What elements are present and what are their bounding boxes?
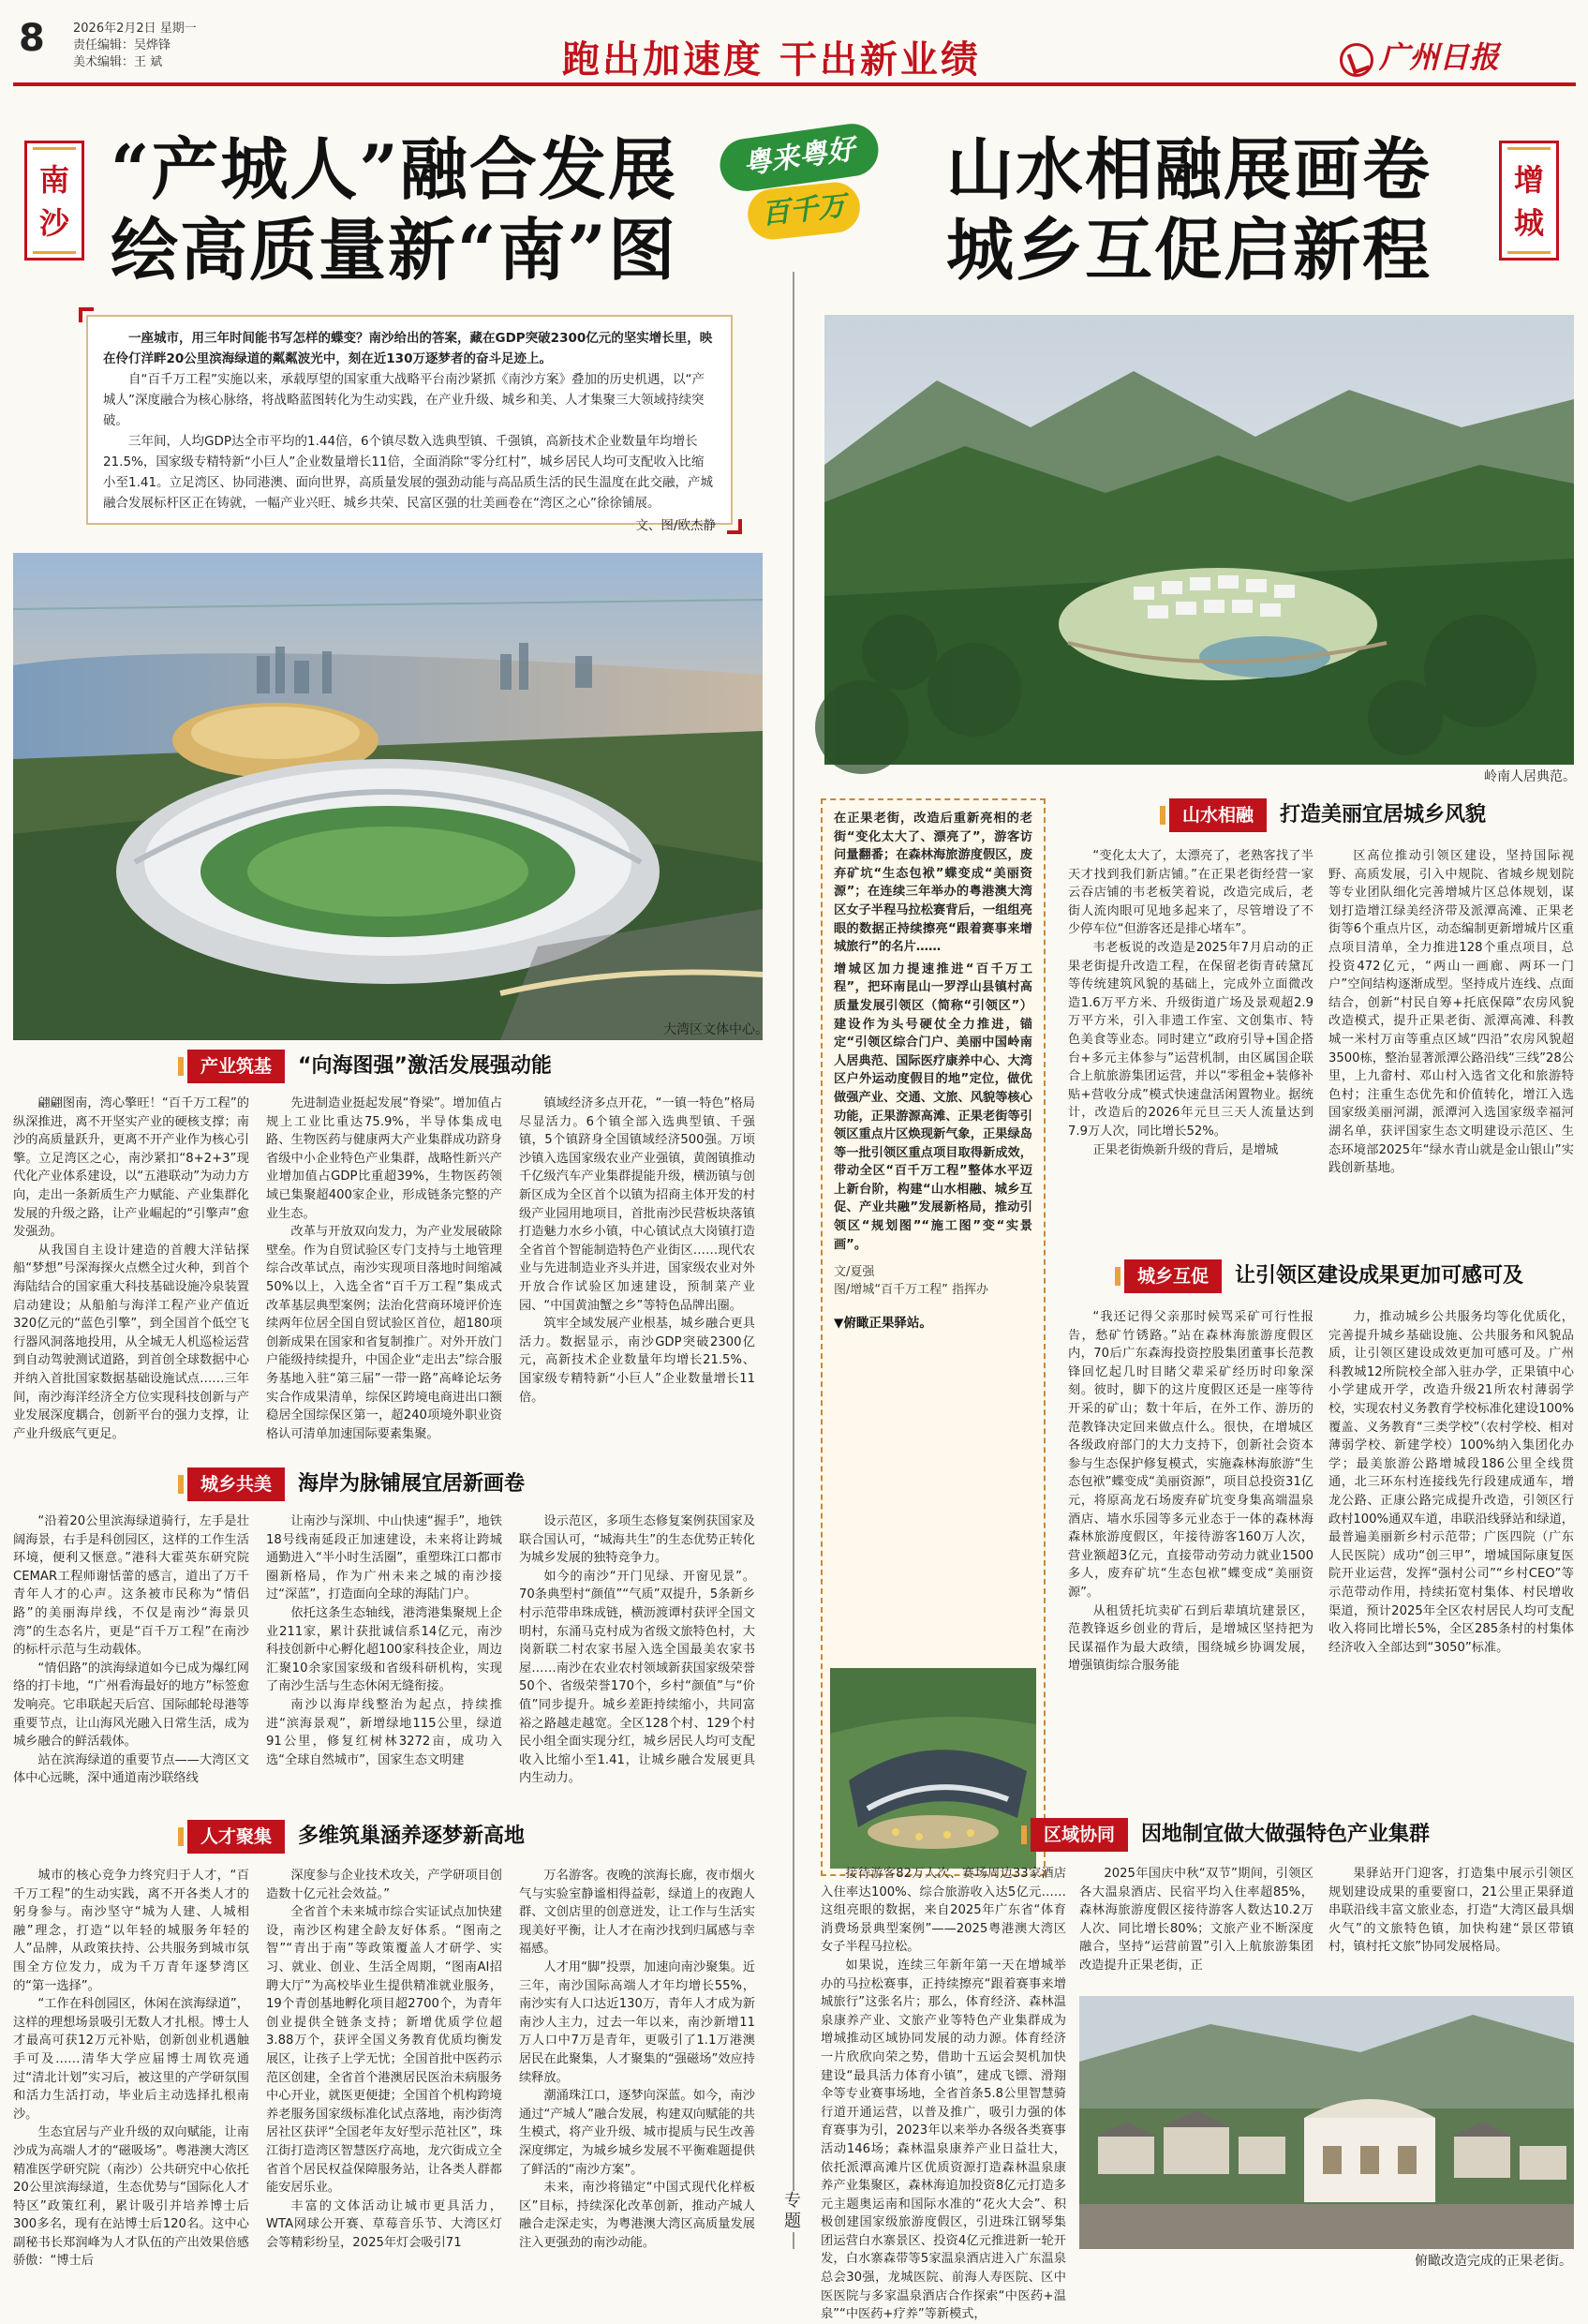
left-section-3-tag: 人才聚集	[187, 1820, 285, 1854]
left-s2-c1-text-para-2: “情侣路”的滨海绿道如今已成为爆红网络的打卡地，“广州看海最好的地方”标签愈发响亮。它串联起天后宫、国际邮轮母港等重要节点，让山海风光融入日常生活，成为城乡融合的鲜活载体。	[13, 1661, 249, 1750]
left-s1-c3-text-para-2: 筑牢全域发展产业根基，城乡融合更具活力。数据显示，南沙GDP突破2300亿元，高新技术企业数量年均增长21.5%、国家级专精特新“小巨人”企业数量增长11倍。	[519, 1317, 755, 1405]
left-headline-line1: “产城人”融合发展	[111, 129, 677, 209]
header-meta	[73, 21, 197, 71]
divider-label: 专题	[779, 2191, 806, 2232]
left-section-2-col-1	[13, 1512, 249, 1794]
intro-credit: 文、图/欧杰静	[635, 518, 716, 533]
left-s3-c1-text-para-3: 生态宜居与产业升级的双向赋能，让南沙成为高端人才的“磁吸场”。粤港澳大湾区精准医学研究院（南沙）公共研究中心依托20公里滨海绿道，生态优势与“国际化人才特区”政策红利，累计吸引并培养博士后300多名，现有在站博士后120名。这中心副秘书长郑润峰为人才队伍的产出效果倍感骄傲：“博士后	[13, 2125, 249, 2269]
right-section-2-head	[1124, 1259, 1523, 1293]
header-slogan: 跑出加速度 干出新业绩	[562, 38, 981, 82]
right-section-2-title: 让引领区建设成果更加可感可及	[1235, 1264, 1524, 1288]
right-s2-c1-text-para-2: 从租赁托坑卖矿石到后辈填坑建景区，范教锋返乡创业的背后，是增城区坚持把为民谋福作为最大政绩，围绕城乡协调发展，增强镇街综合服务能	[1068, 1603, 1313, 1674]
column-divider	[793, 272, 794, 2249]
left-s3-c3-text: 万名游客。夜晚的滨海长廊，夜市烟火气与实验室静谧相得益彰，绿道上的夜跑人群、文创店里的创意迸发，让工作与生活实现美好平衡，让人才在南沙找到归属感与幸福感。	[519, 1869, 755, 1957]
sidebar-credit-text: 文/夏强	[834, 1265, 875, 1280]
left-section-1-head	[187, 1050, 552, 1083]
intro-corner-br	[727, 519, 742, 534]
left-section-2-tag: 城乡共美	[187, 1467, 285, 1501]
logo-text: 广州日报	[1379, 39, 1500, 75]
right-region-tag	[1499, 141, 1559, 261]
sidebar-photo-caption: ▼俯瞰正果驿站。	[834, 1316, 932, 1332]
left-s2-c1-text: “沿着20公里滨海绿道骑行，左手是壮阔海景，右手是科创园区，这样的工作生活环境，便利又惬意。”港科大霍英东研究院CEMAR工程师谢恬蕾的感言，道出了万千青年人才的心声。这条被市民称为“情侣路”的美丽海岸线，不仅是南沙“海景贝湾”的生态名片，更是“百千万工程”在南沙的标杆示范与生动载体。	[13, 1514, 249, 1658]
right-section-3-col-1	[821, 1865, 1066, 2322]
sidebar-lead-2: 增城区加力提速推进“百千万工程”，把环南昆山一罗浮山县镇村高质量发展引领区（简称“引领区”）建设作为头号硬仗全力推进，锚定“引领区综合门户、美丽中国岭南人居典范、国际医疗康养中心、大湾区户外运动度假目的地”定位，做优做强产业、交通、文旅、风貌等核心功能，正果游源高滩、正果老街等引领区重点片区焕现新气象，正果绿岛等一批引领区重点项目取得新成效，带动全区“百千万工程”整体水平迈上新台阶，构建“山水相融、城乡互促、产业共融”发展新格局，推动引领区“规划图”“施工图”变“实景画”。	[834, 961, 1032, 1252]
right-section-3-tag: 区域协同	[1031, 1818, 1128, 1852]
right-s3-c1-text-para-2: 如果说，连续三年新年第一天在增城举办的马拉松赛事，正持续擦亮“跟着赛事来增城旅行”这张名片；那么，体育经济、森林温泉康养产业、文旅产业等特色产业集群成为增城推动区域协同发展的动力源。体育经济一片欣欣向荣之势，借助十五运会契机加快建设“最具活力体育小镇”，建成飞镖、滑翔伞等专业赛事场地，全省首条5.8公里智慧骑行道开通运营，以普及推广，吸引力强的体育赛事为引，2023年以来举办各级各类赛事活动146场；森林温泉康养产业日益壮大，依托派潭高滩片区优质资源打造森林温泉康养产业集聚区，森林海追加投资8亿元打造多元主题奥运南和国际水准的“花火大会”、积极创建国家级旅游度假区，引进珠江钢琴集团运营白水寨景区、投资4亿元推进新一轮开发，白水寨森带等5家温泉酒店进入广东温泉总会30强，龙城医院、前海人寿医院、区中医医院与多家温泉酒店合作探索“中医药+温泉”“中医药+疗养”等新模式，	[821, 1958, 1066, 2322]
right-section-3-col-3	[1328, 1865, 1574, 1985]
left-s3-c3-text-para-2: 人才用“脚”投票，加速向南沙聚集。近三年，南沙国际高端人才年均增长55%，南沙实有人口达近130万，青年人才成为新南沙人主力，过去一年以来，南沙新增11万人口中7万是青年，更吸引了1.1万港澳居民在此聚集，人才聚集的“强磁场”效应持续释放。	[519, 1959, 755, 2085]
right-s1-c1-text-para-3: 正果老街焕新升级的背后，是增城	[1092, 1142, 1279, 1157]
left-s1-c2-text-para-2: 改革与开放双向发力，为产业发展破除壁垒。作为自贸试验区专门支持与土地管理综合改革试点，南沙实现项目落地时间缩减50%以上，入选全省“百千万工程”集成式改革基层典型案例；法治化营商环境评价连续两年位居全国自贸试验区首位，超180项创新成果在国家和省复制推广。对外开放门户能级持续提升，中国企业“走出去”综合服务基地入驻“第三届”一带一路”高峰论坛务实合作成果清单，综保区跨境电商进出口额稳居全国综保区第一，超240项境外职业资格认可清单加速国际要素集聚。	[266, 1225, 502, 1441]
left-s2-c3-text-para-2: 如今的南沙“开门见绿、开窗见景”。70条典型村“颜值”“气质”双提升，5条新乡村示范带串珠成链，横沥渡谭村获评全国文明村，东涌马克村成为省级文旅特色村，大岗新联二村农家书屋入选全国最美农家书屋……南沙在农业农村领域新获国家级荣誉50个、省级荣誉170个，乡村“颜值”与“价值”同步提升。城乡差距持续缩小，共同富裕之路越走越宽。全区128个村、129个村民小组全面实现分红，城乡居民人均可支配收入比缩小至1.41，让城乡融合发展更具内生动力。	[519, 1569, 755, 1786]
old-street-photo-caption: 俯瞰改造完成的正果老街。	[1415, 2254, 1572, 2269]
right-s3-c3-text: 果驿站开门迎客，打造集中展示引领区规划建设成果的重要窗口，21公里正果驿道串联沿线丰富文旅业态，打造“大湾区最具烟火气”的文旅特色镇，加快构建“景区带镇村，镇村托文旅”协同发展格局。	[1328, 1867, 1574, 1955]
left-headline	[111, 129, 677, 290]
right-section-1-col-2	[1328, 847, 1574, 1241]
right-section-3-head	[1031, 1818, 1430, 1852]
editor-credit: 责任编辑：吴烨锋	[73, 38, 171, 52]
page-number: 8	[19, 17, 45, 60]
left-s1-c2-text: 先进制造业挺起发展“脊梁”。增加值占规上工业比重达75.9%，半导体集成电路、生物医药与健康两大产业集群成功跻身省级中小企业特色产业集群，战略性新兴产业增加值占GDP比重超39%，生物医药领域已集聚超400家企业，形成链条完整的产业生态。	[266, 1096, 502, 1221]
left-s2-c3-text: 设示范区，多项生态修复案例获国家及联合国认可，“城海共生”的生态优势正转化为城乡发展的独特竞争力。	[519, 1514, 755, 1566]
left-s3-c2-text-para-2: 全省首个未来城市综合实证试点加快建设，南沙区构建全龄友好体系。“图南之智”“青出于南”等政策覆盖人才研学、实习、就业、创业、生活全周期，“图南AI招聘大厅”为高校毕业生提供精准就业服务，19个青创基地孵化项目超2700个，为青年创业提供全链条支持；新增优质学位超3.88万个，获评全国义务教育优质均衡发展区，让孩子上学无忧；全国首批中医药示范区创建，全省首个港澳居民医治未病服务中心开业，就医更便捷；全国首个机构跨境养老服务国家级标准化试点落地，南沙街湾居社区获评“全国老年友好型示范社区”，珠江街打造湾区智慧医疗高地，龙穴街成立全省首个居民权益保障服务站，让各类人群都能安居乐业。	[266, 1905, 502, 2196]
left-s3-c1-text: 城市的核心竞争力终究归于人才，“百千万工程”的生动实践，离不开各类人才的躬身参与。南沙坚守“城为人建、人城相融”理念，打造“以年轻的城服务年轻的人”品牌，从政策扶持、公共服务到城市氛围全方位发力，成为千万青年逐梦湾区的“第一选择”。	[13, 1869, 249, 1993]
left-headline-line2: 绘高质量新“南”图	[111, 210, 677, 290]
right-s2-c2-text: 力，推动城乡公共服务均等化优质化，完善提升城乡基础设施、公共服务和风貌品质，让引领区建设成效更加可感可及。广州科教城12所院校全部入驻办学，正果镇中心小学建成开学，改造升级21所农村薄弱学校，实现农村义务教育学校标准化建设100%覆盖、义务教育“三类学校”（农村学校、相对薄弱学校、新建学校）100%纳入集团化办学；最美旅游公路增城段186公里全线贯通，北三环东村连接线先行段建成通车，增龙公路、正康公路完成提升改造，引领区行政村100%通双车道，串联沿线驿站和绿道，最普遍美丽新乡村示范带；广医四院（广东人民医院）成功“创三甲”，增城国际康复医院开业运营，发挥“强村公司”“乡村CEO”等示范带动作用，持续拓宽村集体、村民增收渠道，预计2025年全区农村居民人均可支配收入将同比增长5%，全区285条村的村集体经济收入全部达到“3050”标准。	[1328, 1310, 1574, 1655]
right-s1-c1-text: “变化太大了，太漂亮了，老熟客找了半天才找到我们新店铺。”在正果老街经营一家云吞店铺的韦老板笑着说，改造完成后，老街人流肉眼可见地多起来了，尽管增设了不少停车位“但游客还是排心堵车”。	[1068, 849, 1313, 937]
right-headline-line2: 城乡互促启新程	[946, 210, 1432, 290]
left-section-1-col-2	[266, 1095, 502, 1449]
right-headline-line1: 山水相融展画卷	[946, 129, 1432, 209]
intro-paragraph-1: 一座城市，用三年时间能书写怎样的蝶变？南沙给出的答案，藏在GDP突破2300亿元的坚实增长里，映在伶仃洋畔20公里滨海绿道的粼粼波光中，刻在近130万逐梦者的奋斗足迹上。	[103, 331, 713, 366]
sidebar-credit	[834, 1263, 1032, 1299]
left-section-2-head	[187, 1467, 525, 1501]
right-section-3-col-2	[1079, 1865, 1313, 1985]
issue-date: 2026年2月2日 星期一	[73, 22, 197, 36]
mountain-photo-caption: 岭南人居典范。	[1484, 769, 1576, 784]
sidebar-lead-1: 在正果老街，改造后重新亮相的老街“变化太大了、漂亮了”，游客访问量翻番；在森林海旅游度假区，废弃矿坑“生态包袱”蝶变成“美丽资源”；在连续三年举办的粤港澳大湾区女子半程马拉松赛背后，一组组亮眼的数据正持续擦亮“跟着赛事来增城旅行”的名片……	[834, 812, 1032, 955]
stadium-photo-caption: 大湾区文体中心。	[663, 1022, 768, 1037]
stadium-photo	[13, 553, 763, 1040]
left-section-3-col-1	[13, 1867, 249, 2269]
right-section-1-head	[1169, 798, 1486, 832]
left-intro-box	[86, 315, 733, 533]
campaign-badge-bottom: 百千万	[746, 180, 863, 242]
right-region-tag-text: 增城	[1513, 162, 1544, 241]
header-rule	[13, 82, 1576, 86]
right-section-2-col-2	[1328, 1308, 1574, 1814]
right-s3-c1-text: 接待游客82万人次、赛场周边33家酒店入住率达100%、综合旅游收入达5亿元……这组亮眼的数据，来自2025年广东省“体育消费场景典型案例”——2025粤港澳大湾区女子半程马拉松。	[821, 1867, 1066, 1955]
left-s2-c2-text-para-2: 依托这条生态轴线，港湾港集聚规上企业211家，累计获批诚信系14亿元，南沙科技创新中心孵化超100家科技企业，周边汇聚10余家国家级和省级科研机构，实现了南沙生活与生态休闲无缝衔接。	[266, 1605, 502, 1694]
left-s3-c1-text-para-2: “工作在科创园区，休闲在滨海绿道”，这样的理想场景吸引无数人才扎根。博士人才最高可获12万元补贴，创新创业机遇触手可及……清华大学应届博士周钦亮通过“清北计划”实习后，被这里的产学研氛围和活力生活打动，毕业后主动选择扎根南沙。	[13, 1997, 249, 2122]
left-s1-c1-text-para-2: 从我国自主设计建造的首艘大洋钻探船“梦想”号深海探火点燃全过火种，到首个海陆结合的国家重大科技基础设施冷泉装置启动建设；从船舶与海洋工程产业产值近320亿元的“蓝色引擎”，到全国首个低空飞行器风洞落地投用，从全城无人机巡检运营到自动驾驶测试道路，到首创全球数据中心并纳入首批国家数据基础设施试点……三年间，南沙海洋经济全方位实现科技创新与产业发展深度耦合，创新平台的强力支撑，让产业升级底气更足。	[13, 1243, 249, 1441]
left-section-1-col-1	[13, 1095, 249, 1449]
right-s2-c1-text: “我还记得父亲那时候骂采矿可行性报告，愁矿竹锈路。”站在森林海旅游度假区内，70后广东森海投资控股集团董事长范教锋回忆起几时目睹父辈采矿经历时印象深刻。彼时，脚下的这片度假区还是一座等待开采的矿山；数十年后，在外工作、游历的范教锋决定回来做点什么。很快，在增城区各级政府部门的大力支持下，创新社会资本参与生态保护修复模式，实施森林海旅游“生态包袱”蝶变成“美丽资源”，项目总投资31亿元，将原高龙石场废弃矿坑变身集高端温泉酒店、墙水乐园等多元业态于一体的森林海森林旅游度假区，年接待游客160万人次，营业额超3亿元，直接带动劳动力就业1500多人，废弃矿坑“生态包袱”蝶变成“美丽资源”。	[1068, 1310, 1313, 1600]
right-s3-c2-text: 2025年国庆中秋“双节”期间，引领区各大温泉酒店、民宿平均入住率超85%，森林海旅游度假区接待游客人数达10.2万人次、同比增长80%；文旅产业不断深度融合，坚持“运营前置”引入上航旅游集团改造提升正果老街，正	[1079, 1867, 1313, 1973]
right-s1-c2-text: 区高位推动引领区建设，坚持国际视野、高质发展，引入中规院、省城乡规划院等专业团队细化完善增城片区总体规划，谋划打造增江绿美经济带及派潭高滩、正果老街等6个重点片区，动态编制更新增城片区重点项目清单，全力推进128个重点项目，总投资472亿元，“两山一画廊、两环一门户”空间结构逐渐成型。坚持成片连线、点面结合，创新“村民自筹+托底保障”农房风貌改造模式，提升正果老街、派潭高滩、科教城一米村万亩等重点区域“四沿”农房风貌超3500栋，整治显著派潭公路沿线“三线”28公里，上九畲村、邓山村入选省文化和旅游特色村；注重生态优先和价值转化，增江入选国家级美丽河湖，派潭河入选国家级幸福河湖名单，获评国家生态文明建设示范区、生态环境部2025年“绿水青山就是金山银山”实践创新基地。	[1328, 849, 1574, 1176]
left-s2-c2-text: 让南沙与深圳、中山快速“握手”，地铁18号线南延段正加速建设，未来将让跨城通勤进入“半小时生活圈”，重塑珠江口都市圈新格局，作为广州未来之城的南沙接过“深蓝”，打造面向全球的海陆门户。	[266, 1514, 502, 1602]
left-section-1-tag: 产业筑基	[187, 1050, 285, 1083]
left-section-2-col-2	[266, 1512, 502, 1794]
intro-corner-tl	[79, 307, 94, 322]
right-section-1-title: 打造美丽宜居城乡风貌	[1280, 803, 1487, 827]
left-s1-c3-text: 镇域经济多点开花，“一镇一特色”格局尽显活力。6个镇全部入选典型镇、千强镇，5个镇跻身全国镇域经济500强。万顷沙镇入选国家级农业产业强镇，黄阁镇推动千亿级汽车产业集群提能升级，横沥镇与创新区成为全区首个以镇为招商主体开发的村级产业园用地项目，首批南沙民营板块落镇打造魅力水乡小镇，中心镇试点大岗镇打造全省首个智能制造特色产业街区……现代农业与先进制造业齐头并进，国家级农业对外开放合作试验区加速建设，预制菜产业园、“中国黄油蟹之乡”等特色品牌出圈。	[519, 1096, 755, 1313]
sidebar-credit-photo: 图/增城“百千万工程” 指挥办	[834, 1283, 988, 1298]
left-s2-c2-text-para-3: 南沙以海岸线整治为起点，持续推进“滨海景观”，新增绿地115公里，绿道91公里，修复红树林3272亩，成功入选“全球自然城市”，国家生态文明建	[266, 1697, 502, 1767]
intro-paragraph-3: 三年间，人均GDP达全市平均的1.44倍，6个镇尽数入选典型镇、千强镇，高新技术企业数量年均增长21.5%，国家级专精特新“小巨人”企业数量增长11倍，全面消除“零分红村”，城乡居民人均可支配收入比缩小至1.41。立足湾区、协同港澳、面向世界，高质量发展的强劲动能与高品质生活的民生温度在此交融，产城融合发展标杆区正在铸就，一幅产业兴旺、城乡共荣、民富区强的壮美画卷在“湾区之心”徐徐铺展。	[103, 434, 714, 511]
left-section-3-col-2	[266, 1867, 502, 2260]
old-street-photo	[1079, 1996, 1574, 2249]
left-section-3-col-3	[519, 1867, 755, 2260]
newspaper-logo	[1340, 34, 1565, 75]
left-s2-c1-text-para-3: 站在滨海绿道的重要节点——大湾区文体中心远眺，深中通道南沙联络线	[13, 1752, 249, 1786]
left-region-tag-text: 南沙	[38, 162, 69, 241]
left-s3-c2-text: 深度参与企业技术攻关，产学研项目创造数十亿元社会效益。”	[266, 1869, 502, 1901]
mountain-village-photo	[824, 315, 1574, 765]
right-s1-c1-text-para-2: 韦老板说的改造是2025年7月启动的正果老街提升改造工程，在保留老街青砖黛瓦等传统建筑风貌的基础上，完成外立面微改造1.6万平方米、升级街道广场及景观超2.9万平方米，引入非遗工作室、文创集市、特色美食等业态。同时建立“政府引导+国企搭台+多元主体参与”运营机制，由区属国企联合上航旅游集团运营，并以“零租金+装修补贴+营收分成”模式快速盘活闲置物业。据统计，改造后的2026年元旦三天人流量达到7.9万人次，同比增长52%。	[1068, 940, 1313, 1139]
left-section-3-head	[187, 1820, 525, 1854]
campaign-badge-top: 粤来粤好	[717, 120, 882, 194]
page-header	[0, 0, 1588, 86]
left-s1-c1-text: 翩翩图南，湾心擎旺！“百千万工程”的纵深推进，离不开坚实产业的硬核支撑；南沙的高质量跃升，更离不开产业作为核心引擎。立足湾区之心，南沙紧扣“8+2+3”现代化产业体系建设，以“五港联动”为动力方向，走出一条新质生产力赋能、产业集群化发展的升级之路，让产业崛起的“引擎声”愈发强劲。	[13, 1096, 249, 1240]
right-section-3-title: 因地制宜做大做强特色产业集群	[1141, 1823, 1431, 1846]
right-section-2-col-1	[1068, 1308, 1313, 1814]
campaign-badge	[720, 131, 879, 244]
left-section-2-col-3	[519, 1512, 755, 1794]
left-s3-c2-text-para-3: 丰富的文体活动让城市更具活力，WTA网球公开赛、草莓音乐节、大湾区灯会等精彩纷呈，2025年灯会吸引71	[266, 2198, 502, 2250]
intro-paragraph-2: 自“百千万工程”实施以来，承载厚望的国家重大战略平台南沙紧抓《南沙方案》叠加的历史机遇，以“产城人”深度融合为核心脉络，将战略蓝图转化为生动实践，在产业升级、城乡和美、人才集聚三大领域持续突破。	[103, 372, 705, 428]
logo-icon	[1340, 43, 1373, 77]
left-section-2-title: 海岸为脉铺展宜居新画卷	[298, 1472, 526, 1496]
left-section-1-col-3	[519, 1095, 755, 1449]
left-region-tag	[24, 141, 84, 261]
left-s3-c3-text-para-3: 潮涌珠江口，逐梦向深蓝。如今，南沙通过“产城人”融合发展，构建双向赋能的共生模式，将产业升级、城市提质与民生改善深度绑定，为城乡城乡发展不平衡难题提供了鲜活的“南沙方案”。	[519, 2089, 755, 2177]
right-headline	[946, 129, 1432, 290]
left-s3-c3-text-para-4: 未来，南沙将锚定“中国式现代化样板区”目标，持续深化改革创新，推动产城人融合走深走实，为粤港澳大湾区高质量发展注入更强劲的南沙动能。	[519, 2181, 755, 2250]
right-section-1-col-1	[1068, 847, 1313, 1241]
left-section-1-title: “向海图强”激活发展强动能	[298, 1054, 552, 1078]
station-photo	[830, 1668, 1036, 1869]
right-section-1-tag: 山水相融	[1169, 798, 1267, 832]
art-editor-credit: 美术编辑：王 斌	[73, 55, 163, 69]
right-section-2-tag: 城乡互促	[1124, 1259, 1222, 1293]
left-section-3-title: 多维筑巢涵养逐梦新高地	[298, 1825, 526, 1848]
